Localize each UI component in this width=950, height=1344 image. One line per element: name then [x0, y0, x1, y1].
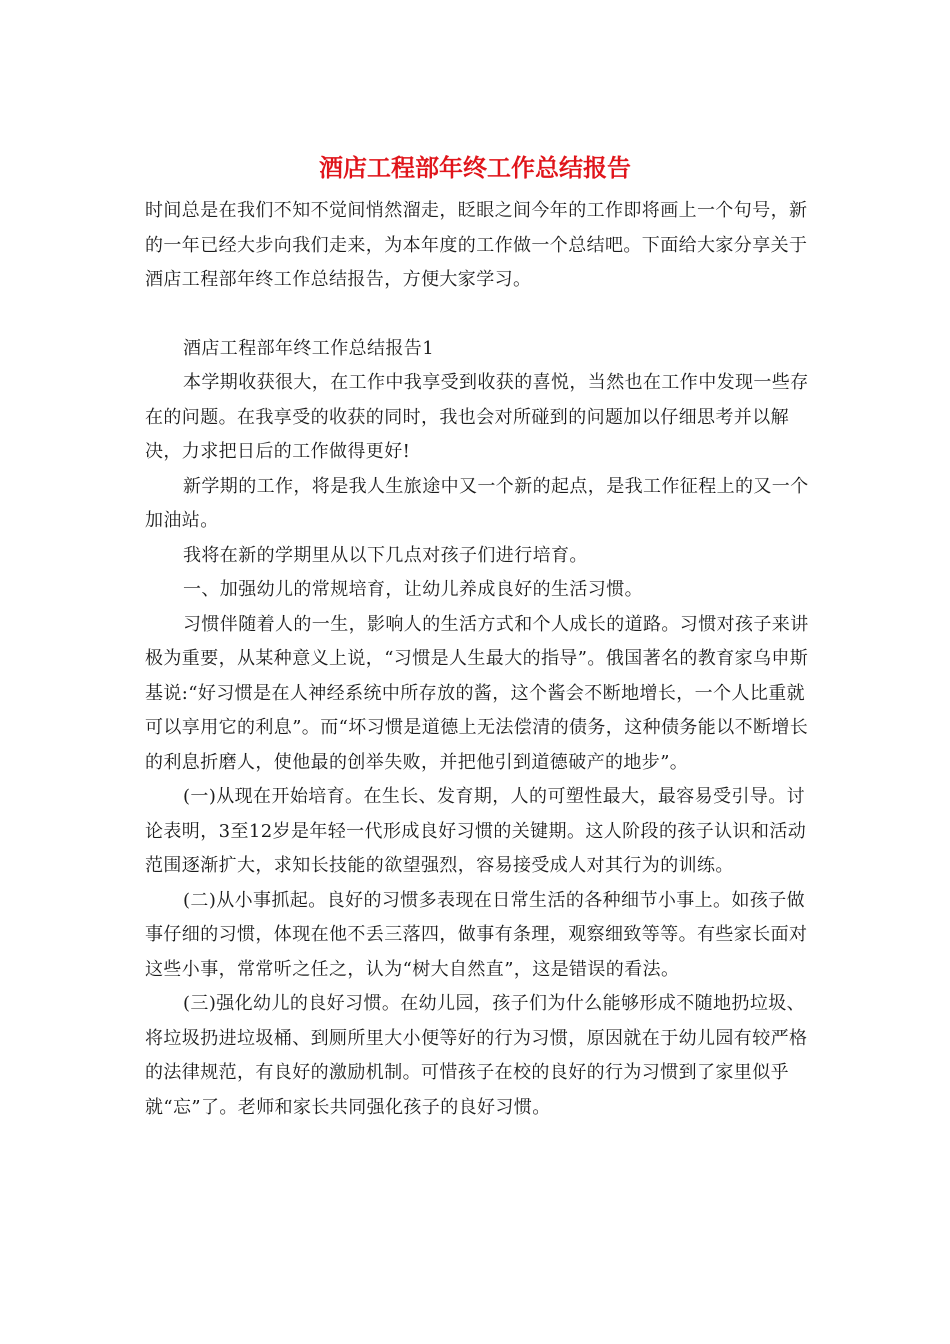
- body-paragraph: (一)从现在开始培育。在生长、发育期，人的可塑性最大，最容易受引导。讨论表明，3至12岁是年轻一代形成良好习惯的关键期。这人阶段的孩子认识和活动范围逐渐扩大，求知长技能的欲望强烈，容易接受成人对其行为的训练。: [145, 786, 807, 876]
- body-paragraph: (二)从小事抓起。良好的习惯多表现在日常生活的各种细节小事上。如孩子做事仔细的习惯，体现在他不丢三落四，做事有条理，观察细致等等。有些家长面对这些小事，常常听之任之，认为“树大自然直”，这是错误的看法。: [145, 889, 808, 980]
- body-paragraph: 习惯伴随着人的一生，影响人的生活方式和个人成长的道路。习惯对孩子来讲极为重要，从某种意义上说，“习惯是人生最大的指导”。俄国著名的教育家乌申斯基说:“好习惯是在人神经系统中所存放的酱，这个酱会不断地增长，一个人比重就可以享用它的利息”。而“坏习惯是道德上无法偿清的债务，这种债务能以不断增长的利息折磨人，使他最的创举失败，并把他引到道德破产的地步”。: [145, 613, 809, 773]
- body-paragraph: (三)强化幼儿的良好习惯。在幼儿园，孩子们为什么能够形成不随地扔垃圾、将垃圾扔进垃圾桶、到厕所里大小便等好的行为习惯，原因就在于幼儿园有较严格的法律规范，有良好的激励机制。可惜孩子在校的良好的行为习惯到了家里似乎就“忘”了。老师和家长共同强化孩子的良好习惯。: [145, 993, 808, 1118]
- section-title: 酒店工程部年终工作总结报告1: [183, 337, 435, 359]
- document-body: [145, 194, 821, 1125]
- body-paragraph: 本学期收获很大，在工作中我享受到收获的喜悦，当然也在工作中发现一些存在的问题。在我享受的收获的同时，我也会对所碰到的问题加以仔细思考并以解决，力求把日后的工作做得更好!: [145, 372, 809, 462]
- document-title: 酒店工程部年终工作总结报告: [319, 154, 631, 182]
- intro-paragraph: 时间总是在我们不知不觉间悄然溜走，眨眼之间今年的工作即将画上一个句号，新的一年已经大步向我们走来，为本年度的工作做一个总结吧。下面给大家分享关于酒店工程部年终工作总结报告，方便大家学习。: [145, 200, 808, 290]
- body-paragraph: 一、加强幼儿的常规培育，让幼儿养成良好的生活习惯。: [183, 579, 643, 600]
- body-paragraph: 新学期的工作，将是我人生旅途中又一个新的起点，是我工作征程上的又一个加油站。: [145, 475, 809, 531]
- body-paragraph: 我将在新的学期里从以下几点对孩子们进行培育。: [183, 544, 588, 566]
